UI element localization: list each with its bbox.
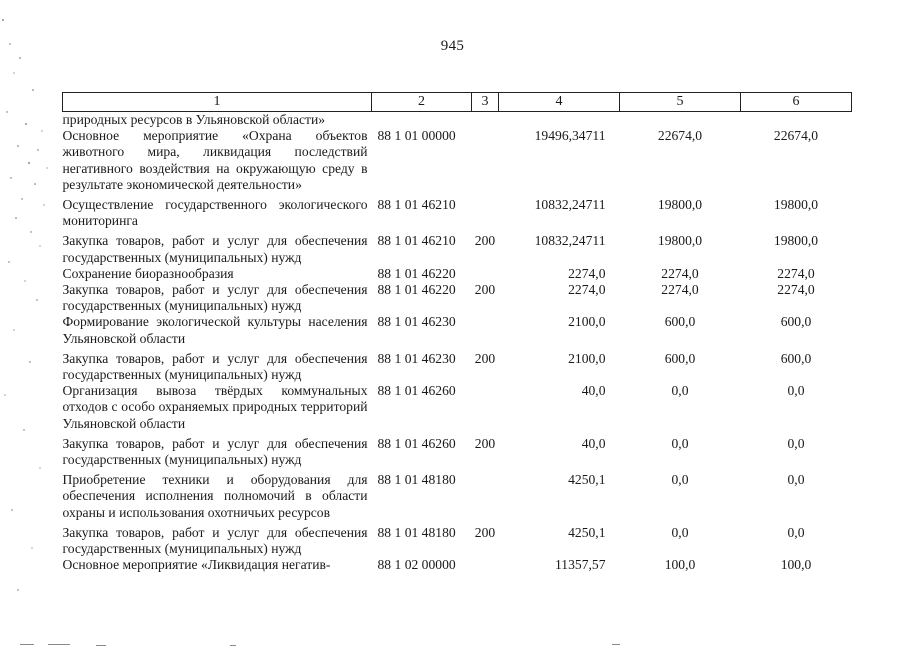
table-row bbox=[63, 112, 852, 129]
row-value-4: 2100,0 bbox=[568, 350, 606, 366]
table-row bbox=[63, 314, 852, 350]
table-row bbox=[63, 557, 852, 573]
row-value-5 bbox=[620, 112, 741, 129]
row-value-4: 19496,34711 bbox=[534, 128, 606, 144]
row-description: Закупка товаров, работ и услуг для обеспечения государственных (муниципальных) нужд bbox=[62, 233, 368, 265]
row-code: 88 1 01 46220 bbox=[377, 265, 456, 281]
row-description: Сохранение биоразнообразия bbox=[62, 265, 234, 281]
budget-table bbox=[62, 92, 852, 573]
row-value-4: 2274,0 bbox=[568, 282, 606, 298]
row-value-6: 2274,0 bbox=[777, 282, 815, 298]
row-type bbox=[472, 472, 499, 525]
header-col-2: 2 bbox=[372, 93, 472, 112]
row-type bbox=[472, 112, 499, 129]
row-value-6: 0,0 bbox=[787, 524, 805, 540]
header-col-3: 3 bbox=[472, 93, 499, 112]
row-value-5: 19800,0 bbox=[657, 197, 703, 213]
row-code: 88 1 01 46210 bbox=[377, 233, 456, 249]
row-value-4: 10832,24711 bbox=[534, 197, 606, 213]
row-type bbox=[472, 128, 499, 197]
row-type bbox=[472, 314, 499, 350]
table-row bbox=[63, 436, 852, 472]
row-value-6: 2274,0 bbox=[777, 265, 815, 281]
row-type bbox=[472, 266, 499, 282]
row-code: 88 1 01 00000 bbox=[377, 128, 456, 144]
row-code: 88 1 01 46260 bbox=[377, 435, 456, 451]
row-value-5: 2274,0 bbox=[661, 282, 699, 298]
row-value-4 bbox=[499, 112, 620, 129]
row-value-6 bbox=[741, 112, 852, 129]
row-value-4: 10832,24711 bbox=[534, 233, 606, 249]
row-type: 200 bbox=[474, 435, 496, 451]
row-type: 200 bbox=[474, 282, 496, 298]
row-value-5: 100,0 bbox=[664, 557, 696, 573]
row-description: Основное мероприятие «Охрана объектов животного мира, ликвидация последствий негативного воздействия на окружающую среду в результате экономической деятельности» bbox=[62, 128, 368, 192]
table-row bbox=[63, 197, 852, 233]
row-value-5: 600,0 bbox=[664, 350, 696, 366]
row-value-5: 2274,0 bbox=[661, 265, 699, 281]
row-value-5: 19800,0 bbox=[657, 233, 703, 249]
row-value-4: 40,0 bbox=[581, 383, 606, 399]
row-type: 200 bbox=[474, 350, 496, 366]
row-code: 88 1 02 00000 bbox=[377, 557, 456, 573]
row-value-5: 0,0 bbox=[671, 524, 689, 540]
row-description: природных ресурсов в Ульяновской области» bbox=[62, 112, 326, 127]
scan-edge-noise bbox=[0, 0, 58, 640]
row-description: Формирование экологической культуры населения Ульяновской области bbox=[62, 314, 368, 346]
row-description: Приобретение техники и оборудования для обеспечения исполнения полномочий в области охраны и использования охотничьих ресурсов bbox=[62, 472, 368, 520]
row-code: 88 1 01 46230 bbox=[377, 350, 456, 366]
row-value-4: 2274,0 bbox=[568, 265, 606, 281]
row-description: Закупка товаров, работ и услуг для обеспечения государственных (муниципальных) нужд bbox=[62, 524, 368, 557]
row-description: Закупка товаров, работ и услуг для обеспечения государственных (муниципальных) нужд bbox=[62, 350, 368, 383]
header-col-5: 5 bbox=[620, 93, 741, 112]
table-row bbox=[63, 128, 852, 197]
row-value-5: 600,0 bbox=[664, 314, 696, 330]
table-row bbox=[63, 282, 852, 314]
row-value-4: 4250,1 bbox=[568, 472, 606, 488]
row-code: 88 1 01 46220 bbox=[377, 282, 456, 298]
row-value-4: 11357,57 bbox=[555, 557, 606, 573]
row-type bbox=[472, 197, 499, 233]
row-type: 200 bbox=[474, 524, 496, 540]
row-value-6: 22674,0 bbox=[773, 128, 819, 144]
row-code: 88 1 01 46210 bbox=[377, 197, 456, 213]
row-value-5: 22674,0 bbox=[657, 128, 703, 144]
row-value-6: 0,0 bbox=[787, 472, 805, 488]
table-row bbox=[63, 383, 852, 436]
row-value-4: 2100,0 bbox=[568, 314, 606, 330]
table-row bbox=[63, 233, 852, 265]
row-type bbox=[472, 557, 499, 573]
row-code bbox=[372, 112, 472, 129]
table-row bbox=[63, 351, 852, 383]
header-col-6: 6 bbox=[741, 93, 852, 112]
row-code: 88 1 01 48180 bbox=[377, 524, 456, 540]
row-type bbox=[472, 383, 499, 436]
row-value-5: 0,0 bbox=[671, 383, 689, 399]
header-col-4: 4 bbox=[499, 93, 620, 112]
row-value-5: 0,0 bbox=[671, 472, 689, 488]
row-value-4: 40,0 bbox=[581, 435, 606, 451]
header-col-1: 1 bbox=[63, 93, 372, 112]
row-value-4: 4250,1 bbox=[568, 524, 606, 540]
row-value-6: 19800,0 bbox=[773, 197, 819, 213]
row-value-6: 19800,0 bbox=[773, 233, 819, 249]
row-value-6: 600,0 bbox=[780, 350, 812, 366]
row-description: Закупка товаров, работ и услуг для обеспечения государственных (муниципальных) нужд bbox=[62, 435, 368, 468]
row-value-6: 600,0 bbox=[780, 314, 812, 330]
scan-bottom-edge bbox=[0, 634, 905, 640]
row-code: 88 1 01 46260 bbox=[377, 383, 456, 399]
row-description: Осуществление государственного экологического мониторинга bbox=[62, 197, 368, 229]
row-value-6: 0,0 bbox=[787, 383, 805, 399]
row-description: Основное мероприятие «Ликвидация негатив- bbox=[62, 557, 331, 573]
table-row bbox=[63, 266, 852, 282]
page-number: 945 bbox=[440, 38, 465, 54]
table-row bbox=[63, 525, 852, 557]
row-value-6: 100,0 bbox=[780, 557, 812, 573]
table-header-row bbox=[63, 93, 852, 112]
row-description: Организация вывоза твёрдых коммунальных отходов с особо охраняемых природных территорий Ульяновской области bbox=[62, 383, 368, 431]
row-value-6: 0,0 bbox=[787, 435, 805, 451]
row-code: 88 1 01 46230 bbox=[377, 314, 456, 330]
row-code: 88 1 01 48180 bbox=[377, 472, 456, 488]
row-value-5: 0,0 bbox=[671, 435, 689, 451]
row-description: Закупка товаров, работ и услуг для обеспечения государственных (муниципальных) нужд bbox=[62, 282, 368, 314]
table-row bbox=[63, 472, 852, 525]
row-type: 200 bbox=[474, 233, 496, 249]
